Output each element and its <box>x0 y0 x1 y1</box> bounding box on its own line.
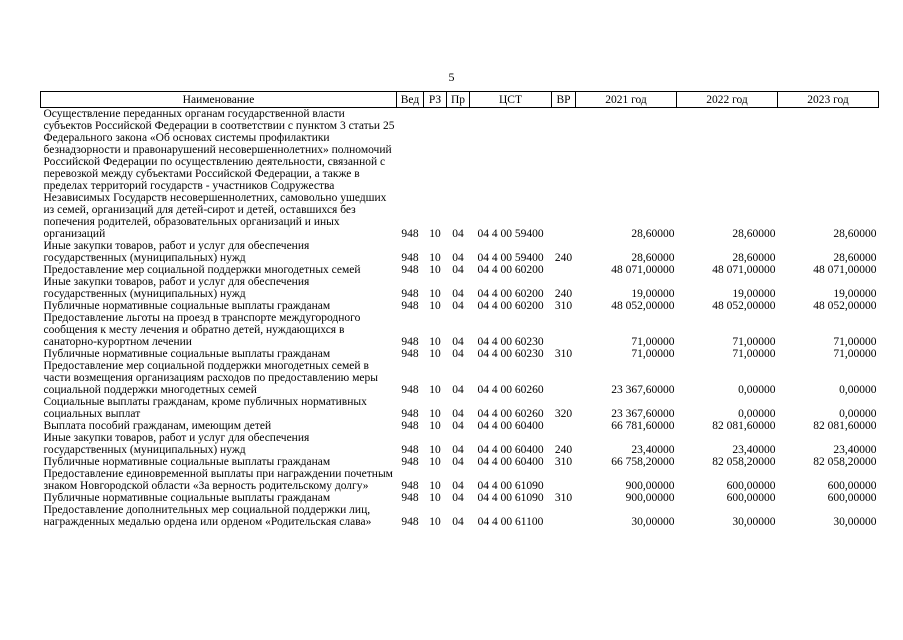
row-name: Предоставление дополнительных мер социальной поддержки лиц, награжденных медалью ордена или орденом «Родительская слава» <box>43 504 372 528</box>
row-vr <box>552 264 576 276</box>
row-ved: 948 <box>401 288 419 300</box>
table-row <box>41 300 879 312</box>
row-name: Социальные выплаты гражданам, кроме публичных нормативных социальных выплат <box>43 396 367 420</box>
row-cst: 04 4 00 60230 <box>477 348 544 360</box>
row-2023: 0,00000 <box>839 384 877 396</box>
row-2021: 48 071,00000 <box>611 264 675 276</box>
row-2021: 28,60000 <box>631 252 675 264</box>
row-2022: 0,00000 <box>738 408 776 420</box>
row-rz: 10 <box>429 444 441 456</box>
row-2023: 0,00000 <box>839 408 877 420</box>
row-2023: 28,60000 <box>833 228 877 240</box>
row-2023: 71,00000 <box>833 348 877 360</box>
row-2021: 900,00000 <box>625 492 675 504</box>
table-row <box>41 504 879 528</box>
row-rz: 10 <box>429 384 441 396</box>
table-row <box>41 348 879 360</box>
row-2021: 30,00000 <box>631 516 675 528</box>
row-ved: 948 <box>401 516 419 528</box>
row-ved: 948 <box>401 336 419 348</box>
row-rz: 10 <box>429 456 441 468</box>
row-cst: 04 4 00 60260 <box>477 408 544 420</box>
row-ved: 948 <box>401 264 419 276</box>
row-vr: 240 <box>554 444 573 456</box>
row-vr <box>552 108 576 241</box>
row-pr: 04 <box>452 300 464 312</box>
row-name: Предоставление единовременной выплаты при награждении почетным знаком Новгородской области «За верность родительскому долгу» <box>43 468 393 492</box>
row-cst: 04 4 00 60230 <box>477 336 544 348</box>
row-vr: 310 <box>554 348 573 360</box>
table-row <box>41 468 879 492</box>
row-cst: 04 4 00 60200 <box>477 264 544 276</box>
row-2023: 48 052,00000 <box>813 300 877 312</box>
row-2022: 19,00000 <box>732 288 776 300</box>
row-name: Выплата пособий гражданам, имеющим детей <box>43 420 272 432</box>
row-name: Предоставление мер социальной поддержки многодетных семей в части возмещения организациям расходов по предоставлению меры социальной поддержки многодетных семей <box>43 360 378 396</box>
row-name: Публичные нормативные социальные выплаты гражданам <box>43 300 331 312</box>
row-2022: 48 052,00000 <box>712 300 776 312</box>
row-pr: 04 <box>452 348 464 360</box>
row-vr: 240 <box>554 252 573 264</box>
table-row <box>41 456 879 468</box>
row-pr: 04 <box>452 420 464 432</box>
row-vr: 320 <box>554 408 573 420</box>
row-name: Публичные нормативные социальные выплаты гражданам <box>43 348 331 360</box>
row-2023: 600,00000 <box>827 480 877 492</box>
row-2022: 82 081,60000 <box>712 420 776 432</box>
row-vr: 310 <box>554 456 573 468</box>
row-rz: 10 <box>429 420 441 432</box>
row-2022: 28,60000 <box>732 252 776 264</box>
row-2023: 48 071,00000 <box>813 264 877 276</box>
row-cst: 04 4 00 61100 <box>477 516 544 528</box>
row-ved: 948 <box>401 348 419 360</box>
row-vr: 310 <box>554 492 573 504</box>
row-vr <box>552 420 576 432</box>
row-pr: 04 <box>452 408 464 420</box>
header-2022: 2022 год <box>677 92 778 108</box>
header-2021: 2021 год <box>576 92 677 108</box>
row-pr: 04 <box>452 480 464 492</box>
row-ved: 948 <box>401 492 419 504</box>
row-pr: 04 <box>452 264 464 276</box>
row-rz: 10 <box>429 288 441 300</box>
row-vr <box>552 504 576 528</box>
table-body <box>41 108 879 529</box>
row-name: Иные закупки товаров, работ и услуг для обеспечения государственных (муниципальных) нужд <box>43 240 310 264</box>
row-2022: 48 071,00000 <box>712 264 776 276</box>
budget-table <box>40 91 879 528</box>
row-cst: 04 4 00 60200 <box>477 288 544 300</box>
row-name: Предоставление льготы на проезд в транспорте междугородного сообщения к месту лечения и обратно детей, нуждающихся в санаторно-курортном лечении <box>43 312 361 348</box>
row-2023: 82 058,20000 <box>813 456 877 468</box>
row-ved: 948 <box>401 408 419 420</box>
row-rz: 10 <box>429 348 441 360</box>
row-2023: 30,00000 <box>833 516 877 528</box>
header-ved: Вед <box>397 92 424 108</box>
row-cst: 04 4 00 60260 <box>477 384 544 396</box>
row-rz: 10 <box>429 228 441 240</box>
row-2022: 600,00000 <box>726 492 776 504</box>
row-2021: 66 758,20000 <box>611 456 675 468</box>
row-2022: 28,60000 <box>732 228 776 240</box>
row-ved: 948 <box>401 228 419 240</box>
row-2022: 71,00000 <box>732 336 776 348</box>
table-row <box>41 264 879 276</box>
row-name: Предоставление мер социальной поддержки многодетных семей <box>43 264 361 276</box>
header-cst: ЦСТ <box>470 92 552 108</box>
row-name: Публичные нормативные социальные выплаты гражданам <box>43 492 331 504</box>
header-vr: ВР <box>552 92 576 108</box>
row-cst: 04 4 00 59400 <box>477 228 544 240</box>
row-2023: 28,60000 <box>833 252 877 264</box>
row-cst: 04 4 00 60400 <box>477 420 544 432</box>
row-vr <box>552 468 576 492</box>
row-ved: 948 <box>401 456 419 468</box>
table-row <box>41 420 879 432</box>
row-name: Иные закупки товаров, работ и услуг для обеспечения государственных (муниципальных) нужд <box>43 276 310 300</box>
row-pr: 04 <box>452 492 464 504</box>
row-cst: 04 4 00 61090 <box>477 492 544 504</box>
row-2021: 48 052,00000 <box>611 300 675 312</box>
row-vr <box>552 360 576 396</box>
row-2021: 23 367,60000 <box>611 384 675 396</box>
row-2021: 71,00000 <box>631 336 675 348</box>
row-cst: 04 4 00 60400 <box>477 456 544 468</box>
row-pr: 04 <box>452 336 464 348</box>
row-ved: 948 <box>401 384 419 396</box>
row-rz: 10 <box>429 480 441 492</box>
header-2023: 2023 год <box>778 92 879 108</box>
row-rz: 10 <box>429 300 441 312</box>
page-number: 5 <box>448 70 455 84</box>
row-cst: 04 4 00 60200 <box>477 300 544 312</box>
row-rz: 10 <box>429 408 441 420</box>
row-pr: 04 <box>452 444 464 456</box>
table-row <box>41 492 879 504</box>
row-vr <box>552 312 576 348</box>
row-name: Публичные нормативные социальные выплаты гражданам <box>43 456 331 468</box>
row-ved: 948 <box>401 444 419 456</box>
row-2022: 0,00000 <box>738 384 776 396</box>
row-2022: 600,00000 <box>726 480 776 492</box>
row-pr: 04 <box>452 516 464 528</box>
header-name: Наименование <box>41 92 397 108</box>
row-pr: 04 <box>452 288 464 300</box>
row-ved: 948 <box>401 420 419 432</box>
table-row <box>41 432 879 456</box>
row-rz: 10 <box>429 516 441 528</box>
row-pr: 04 <box>452 228 464 240</box>
row-pr: 04 <box>452 252 464 264</box>
row-2022: 30,00000 <box>732 516 776 528</box>
table-row <box>41 396 879 420</box>
row-cst: 04 4 00 61090 <box>477 480 544 492</box>
row-rz: 10 <box>429 264 441 276</box>
row-2021: 66 781,60000 <box>611 420 675 432</box>
row-ved: 948 <box>401 300 419 312</box>
header-pr: Пр <box>447 92 470 108</box>
row-ved: 948 <box>401 252 419 264</box>
row-2023: 19,00000 <box>833 288 877 300</box>
row-rz: 10 <box>429 492 441 504</box>
row-2021: 23 367,60000 <box>611 408 675 420</box>
row-2021: 19,00000 <box>631 288 675 300</box>
row-2023: 71,00000 <box>833 336 877 348</box>
row-2023: 600,00000 <box>827 492 877 504</box>
table-header <box>41 92 879 108</box>
header-rz: РЗ <box>424 92 447 108</box>
row-2023: 23,40000 <box>833 444 877 456</box>
row-2021: 28,60000 <box>631 228 675 240</box>
row-2022: 71,00000 <box>732 348 776 360</box>
row-cst: 04 4 00 59400 <box>477 252 544 264</box>
table-row <box>41 312 879 348</box>
row-ved: 948 <box>401 480 419 492</box>
row-2021: 900,00000 <box>625 480 675 492</box>
row-2021: 23,40000 <box>631 444 675 456</box>
row-cst: 04 4 00 60400 <box>477 444 544 456</box>
row-2022: 23,40000 <box>732 444 776 456</box>
row-vr: 240 <box>554 288 573 300</box>
row-pr: 04 <box>452 456 464 468</box>
table-row <box>41 276 879 300</box>
table-row <box>41 108 879 241</box>
row-2021: 71,00000 <box>631 348 675 360</box>
row-rz: 10 <box>429 336 441 348</box>
row-name: Осуществление переданных органам государственной власти субъектов Российской Федерации в соответствии с пунктом 3 статьи 25 Федерального закона «Об основах системы профилактики безнадзорности и правонарушений несовершеннолетних» полномочий Российской Федерации по осуществлению деятельности, связанной с перевозкой между субъектами Российской Федерации, а также в пределах территорий государств - участников Содружества Независимых Государств несовершеннолетних, самовольно ушедших из семей, организаций для детей-сирот и детей, оставшихся без попечения родителей, образовательных организаций и иных организаций <box>43 108 395 240</box>
table-row <box>41 240 879 264</box>
row-name: Иные закупки товаров, работ и услуг для обеспечения государственных (муниципальных) нужд <box>43 432 310 456</box>
row-pr: 04 <box>452 384 464 396</box>
table-row <box>41 360 879 396</box>
row-rz: 10 <box>429 252 441 264</box>
row-vr: 310 <box>554 300 573 312</box>
row-2022: 82 058,20000 <box>712 456 776 468</box>
row-2023: 82 081,60000 <box>813 420 877 432</box>
